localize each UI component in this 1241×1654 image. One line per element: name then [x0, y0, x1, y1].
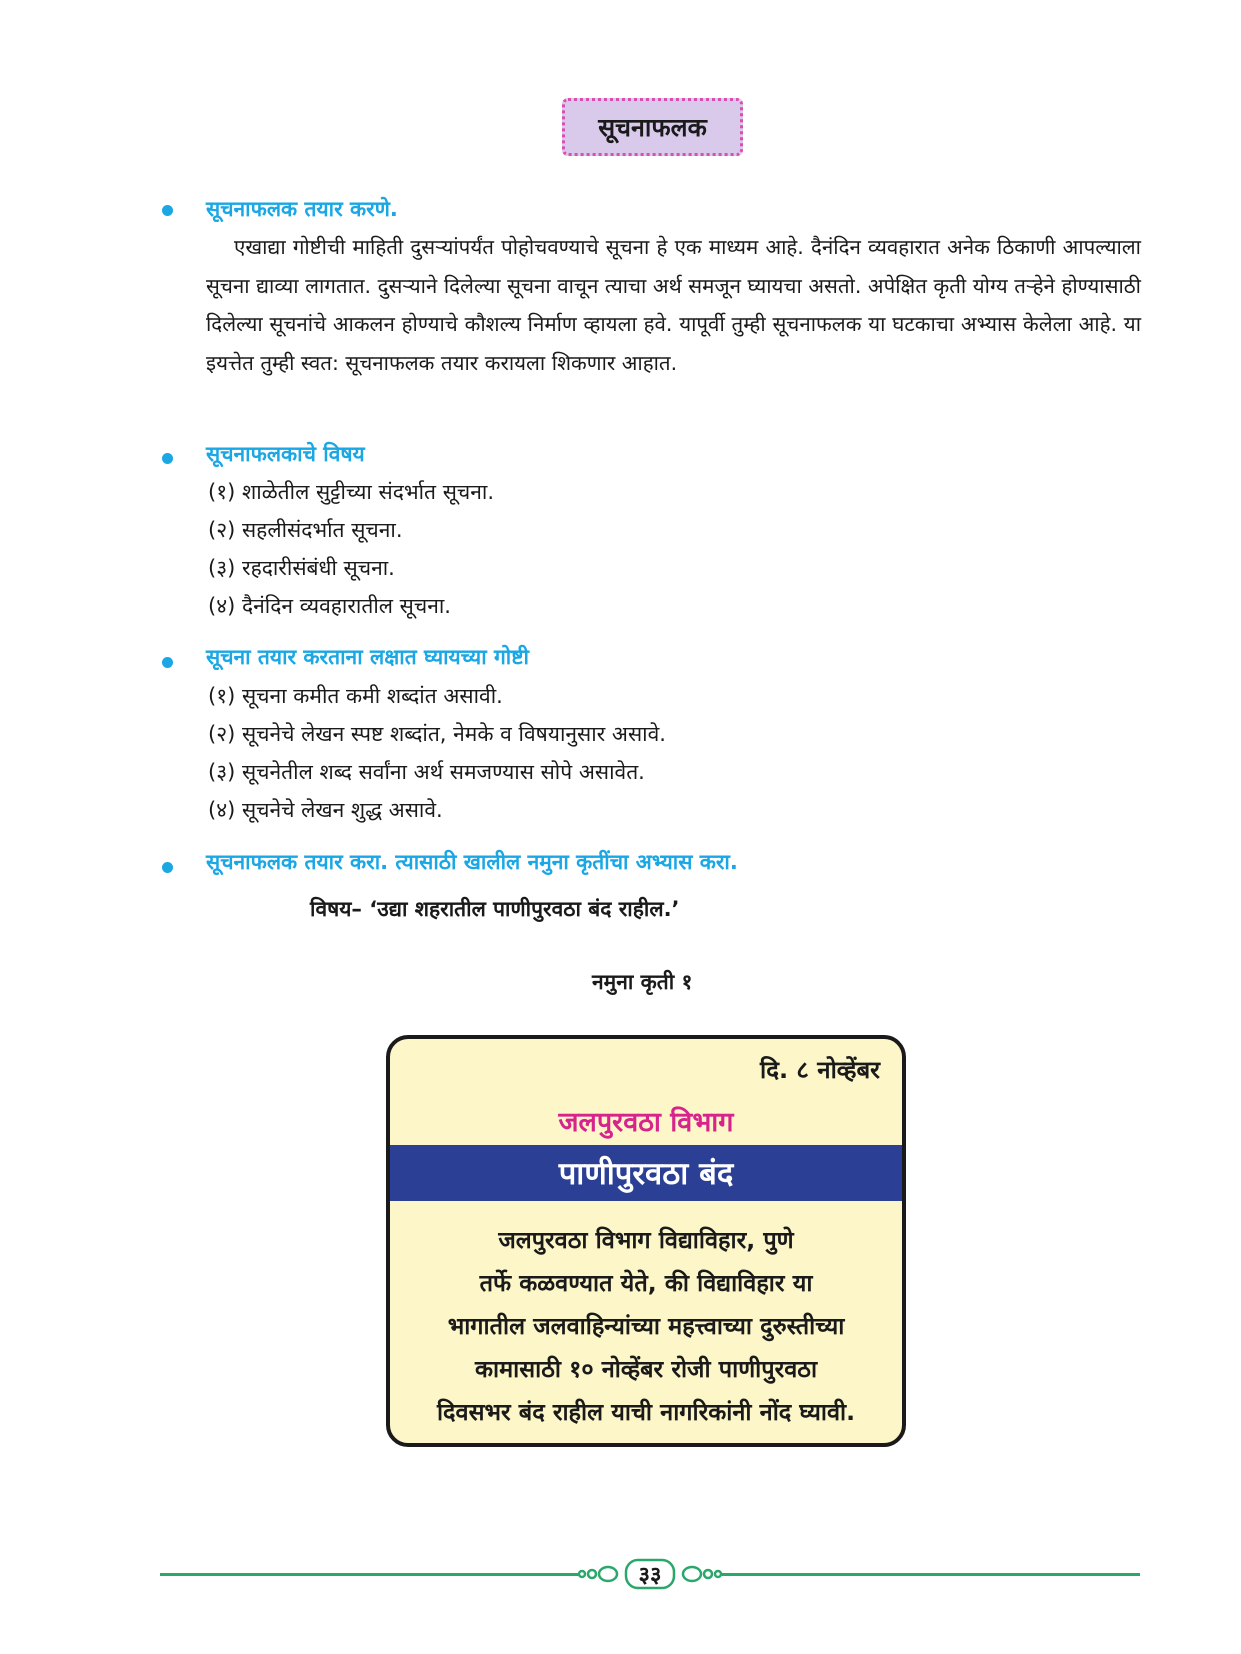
list-item: (२) सूचनेचे लेखन स्पष्ट शब्दांत, नेमके व विषयानुसार असावे. — [208, 722, 666, 746]
footer-line-right — [720, 1573, 1140, 1576]
notice-body — [400, 1219, 892, 1434]
notice-body-line: कामासाठी १० नोव्हेंबर रोजी पाणीपुरवठा — [474, 1355, 818, 1383]
notice-body-line: दिवसभर बंद राहील याची नागरिकांनी नोंद घ्यावी. — [436, 1398, 856, 1426]
page-number: ३३ — [638, 1563, 662, 1588]
notice-board — [386, 1035, 906, 1447]
list-item: (२) सहलीसंदर्भात सूचना. — [208, 518, 403, 542]
section-heading: सूचनाफलकाचे विषय — [206, 442, 365, 466]
list-item: (१) शाळेतील सुट्टीच्या संदर्भात सूचना. — [208, 480, 494, 504]
bullet-icon — [162, 205, 173, 216]
intro-paragraph: एखाद्या गोष्टीची माहिती दुसऱ्यांपर्यंत पोहोचवण्याचे सूचना हे एक माध्यम आहे. दैनंदिन व्यवहारात अनेक ठिकाणी आपल्याला सूचना द्याव्या लागतात. दुसऱ्याने दिलेल्या सूचना वाचून त्याचा अर्थ समजून घ्यायचा असतो. अपेक्षित कृती योग्य तऱ्हेने होण्यासाठी दिलेल्या सूचनांचे आकलन होण्याचे कौशल्य निर्माण व्हायला हवे. यापूर्वी तुम्ही सूचनाफलक या घटकाचा अभ्यास केलेला आहे. या इयत्तेत तुम्ही स्वत: सूचनाफलक तयार करायला शिकणार आहात. — [206, 235, 1141, 375]
list-item: (३) रहदारीसंबंधी सूचना. — [208, 556, 395, 580]
notice-department: जलपुरवठा विभाग — [558, 1107, 734, 1138]
list-item: (१) सूचना कमीत कमी शब्दांत असावी. — [208, 684, 503, 708]
bullet-icon — [162, 453, 173, 464]
page-title: सूचनाफलक — [598, 113, 707, 142]
notice-date: दि. ८ नोव्हेंबर — [759, 1056, 880, 1084]
bullet-icon — [162, 657, 173, 668]
list-item: (४) दैनंदिन व्यवहारातील सूचना. — [208, 594, 451, 618]
page-title-box — [562, 98, 743, 156]
notice-body-line: भागातील जलवाहिन्यांच्या महत्त्वाच्या दुरुस्तीच्या — [447, 1312, 845, 1340]
notice-body-line: तर्फे कळवण्यात येते, की विद्याविहार या — [479, 1269, 813, 1297]
section-heading: सूचनाफलक तयार करा. त्यासाठी खालील नमुना कृतींचा अभ्यास करा. — [206, 850, 738, 874]
subject-line: विषय– ‘उद्या शहरातील पाणीपुरवठा बंद राहील.’ — [310, 897, 680, 921]
section-heading: सूचना तयार करताना लक्षात घ्यायच्या गोष्टी — [206, 645, 529, 669]
list-item: (४) सूचनेचे लेखन शुद्ध असावे. — [208, 798, 443, 822]
bullet-icon — [162, 862, 173, 873]
notice-body-line: जलपुरवठा विभाग विद्याविहार, पुणे — [498, 1226, 794, 1254]
sample-title: नमुना कृती १ — [592, 970, 693, 994]
notice-headline: पाणीपुरवठा बंद — [558, 1156, 734, 1192]
notice-headline-band — [390, 1145, 902, 1201]
footer-line-left — [160, 1573, 580, 1576]
list-item: (३) सूचनेतील शब्द सर्वांना अर्थ समजण्यास सोपे असावेत. — [208, 760, 645, 784]
section-heading: सूचनाफलक तयार करणे. — [206, 197, 398, 221]
